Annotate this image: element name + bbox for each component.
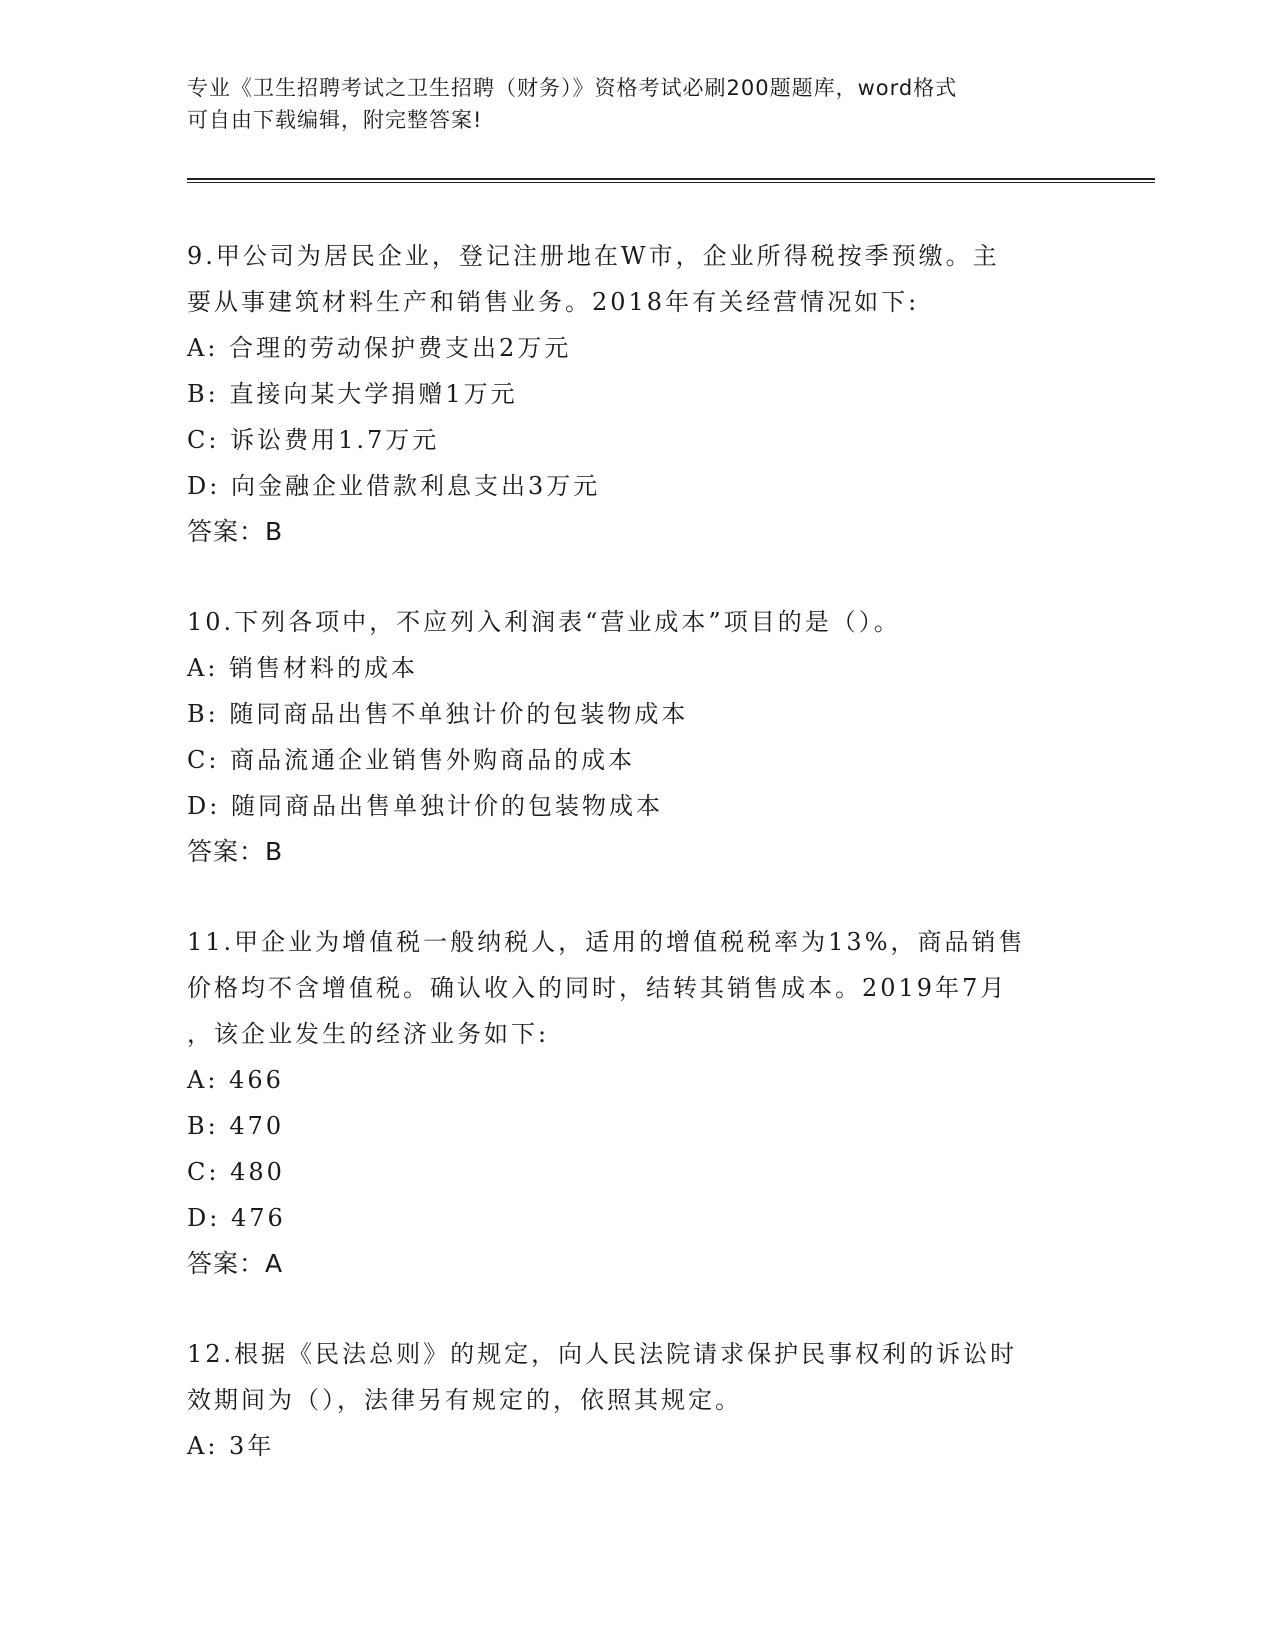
stem-line: 11.甲企业为增值税一般纳税人，适用的增值税税率为13%，商品销售 — [187, 928, 1026, 956]
option-a: A: 销售材料的成本 — [187, 654, 419, 682]
question-9 — [187, 233, 1087, 555]
stem-line: 效期间为（），法律另有规定的，依照其规定。 — [187, 1386, 742, 1414]
option-c: C: 诉讼费用1.7万元 — [187, 426, 440, 454]
answer: 答案：B — [187, 837, 284, 866]
question-stem — [187, 919, 1087, 1057]
stem-line: 要从事建筑材料生产和销售业务。2018年有关经营情况如下: — [187, 288, 920, 316]
stem-line: ，该企业发生的经济业务如下: — [187, 1020, 550, 1048]
stem-line: 9.甲公司为居民企业，登记注册地在W市，企业所得税按季预缴。主 — [187, 242, 1000, 270]
option-d: D: 向金融企业借款利息支出3万元 — [187, 472, 601, 500]
question-10 — [187, 599, 1087, 875]
question-list — [187, 233, 1087, 1469]
question-11 — [187, 919, 1087, 1287]
option-b: B: 470 — [187, 1112, 285, 1140]
option-d: D: 随同商品出售单独计价的包装物成本 — [187, 792, 663, 820]
question-gap — [187, 1287, 1087, 1331]
document-header — [187, 72, 1067, 136]
answer: 答案：B — [187, 517, 284, 546]
question-gap — [187, 555, 1087, 599]
option-a: A: 466 — [187, 1066, 284, 1094]
option-d: D: 476 — [187, 1204, 286, 1232]
option-a: A: 合理的劳动保护费支出2万元 — [187, 334, 572, 362]
stem-line: 10.下列各项中，不应列入利润表“营业成本”项目的是（）。 — [187, 608, 901, 636]
answer: 答案：A — [187, 1249, 284, 1278]
header-line-2: 可自由下载编辑，附完整答案! — [187, 108, 483, 132]
question-gap — [187, 875, 1087, 919]
header-divider — [187, 178, 1155, 183]
question-12 — [187, 1331, 1087, 1469]
option-b: B: 直接向某大学捐赠1万元 — [187, 380, 518, 408]
option-a: A: 3年 — [187, 1432, 275, 1460]
stem-line: 12.根据《民法总则》的规定，向人民法院请求保护民事权利的诉讼时 — [187, 1340, 1018, 1368]
option-b: B: 随同商品出售不单独计价的包装物成本 — [187, 700, 689, 728]
question-stem — [187, 1331, 1087, 1423]
stem-line: 价格均不含增值税。确认收入的同时，结转其销售成本。2019年7月 — [187, 974, 1008, 1002]
question-stem — [187, 599, 1087, 645]
option-c: C: 商品流通企业销售外购商品的成本 — [187, 746, 636, 774]
option-c: C: 480 — [187, 1158, 285, 1186]
question-stem — [187, 233, 1087, 325]
header-line-1: 专业《卫生招聘考试之卫生招聘（财务）》资格考试必刷200题题库，word格式 — [187, 76, 958, 100]
